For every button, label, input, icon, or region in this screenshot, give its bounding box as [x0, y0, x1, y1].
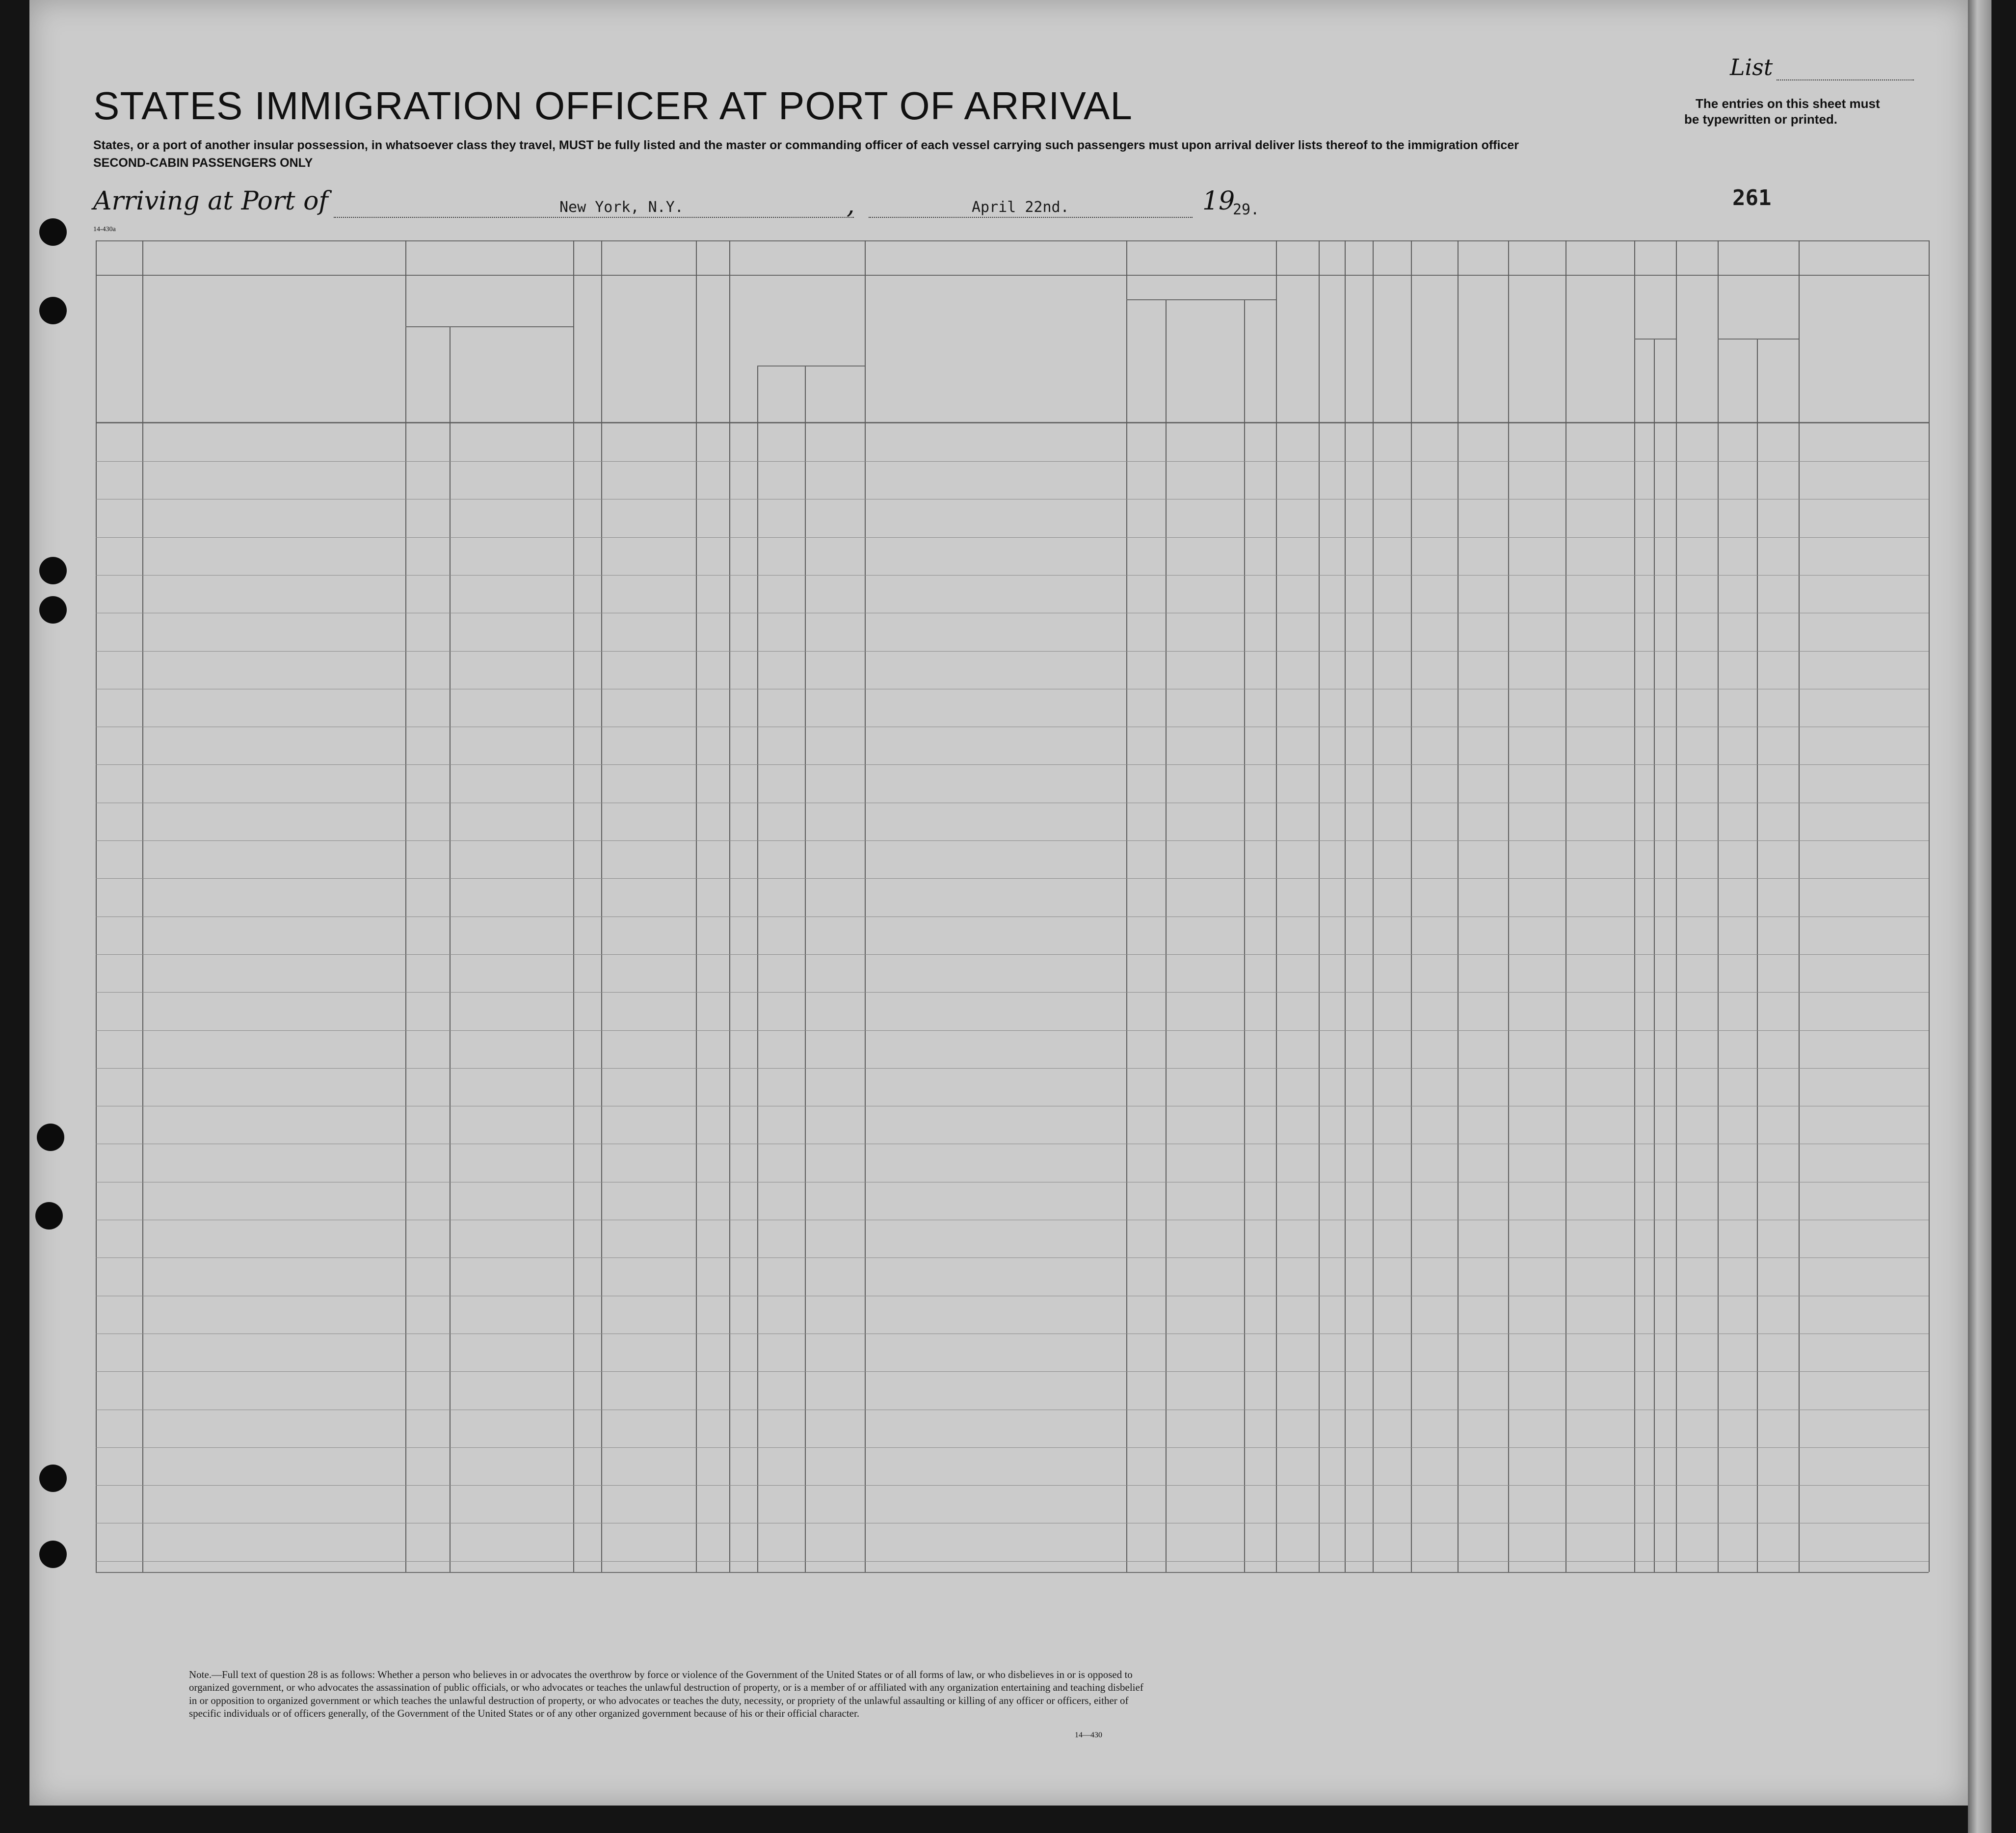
- column-divider: [1411, 240, 1412, 1572]
- page-edge: [1968, 0, 1991, 1833]
- row-rule: [96, 916, 1929, 917]
- column-divider: [1319, 240, 1320, 1572]
- header-possession: [699, 282, 726, 415]
- sub-column-divider: [450, 326, 451, 1572]
- header-deported: [1459, 282, 1507, 415]
- group-header-line: [405, 326, 573, 327]
- arriving-label: Arriving at Port of: [93, 186, 328, 216]
- column-divider: [1508, 240, 1509, 1572]
- header-prison: [1278, 282, 1317, 415]
- column-divider: [1799, 240, 1800, 1572]
- page-title: STATES IMMIGRATION OFFICER AT PORT OF ARRIVAL: [93, 84, 1133, 128]
- row-rule: [96, 1371, 1929, 1372]
- form-code: 14-430a: [93, 226, 116, 233]
- header-overthrow: [1374, 282, 1409, 415]
- row-rule: [96, 537, 1929, 538]
- table-bottom-border: [96, 1572, 1929, 1573]
- group-header-line: [1634, 339, 1676, 340]
- binder-hole: [39, 218, 67, 246]
- column-divider: [405, 240, 406, 1572]
- year-prefix: 19: [1202, 186, 1235, 216]
- column-divider: [573, 240, 574, 1572]
- row-rule: [96, 992, 1929, 993]
- sub-column-divider: [1757, 339, 1758, 1572]
- entries-note: be typewritten or printed.: [1684, 112, 1838, 127]
- row-rule: [96, 1068, 1929, 1069]
- header-ticket: [575, 282, 599, 415]
- row-rule: [96, 878, 1929, 879]
- column-divider: [865, 240, 866, 1572]
- column-divider: [96, 240, 97, 1572]
- binder-hole: [35, 1202, 63, 1230]
- column-divider: [1718, 240, 1719, 1572]
- row-rule: [96, 1561, 1929, 1562]
- header-purpose-length: [1168, 304, 1242, 415]
- column-divider: [1634, 240, 1635, 1572]
- column-number-row-border: [96, 275, 1929, 276]
- row-rule: [96, 1485, 1929, 1486]
- column-divider: [1373, 240, 1374, 1572]
- table-top-border: [96, 240, 1929, 241]
- header-feet: [1636, 373, 1652, 412]
- header-contract: [1412, 282, 1457, 415]
- form-code-bottom: 14—430: [1075, 1731, 1102, 1739]
- port-line: [334, 217, 854, 218]
- binder-hole: [39, 1465, 67, 1492]
- cabin-class: SECOND-CABIN PASSENGERS ONLY: [93, 156, 313, 170]
- entries-note: The entries on this sheet must: [1696, 96, 1880, 111]
- column-divider: [1276, 240, 1277, 1572]
- column-divider: [1676, 240, 1677, 1572]
- sub-column-divider: [1654, 339, 1655, 1572]
- row-rule: [96, 764, 1929, 765]
- sub-column-divider: [805, 366, 806, 1572]
- date-line: [869, 217, 1193, 218]
- sub-column-divider: [1166, 299, 1167, 1572]
- column-divider: [142, 240, 143, 1572]
- comma: ,: [847, 190, 855, 220]
- column-divider: [1458, 240, 1459, 1572]
- column-divider: [1126, 240, 1127, 1572]
- header-purpose-return: [1130, 304, 1163, 415]
- column-divider: [1565, 240, 1566, 1572]
- row-rule: [96, 651, 1929, 652]
- column-divider: [601, 240, 602, 1572]
- row-rule: [96, 1257, 1929, 1258]
- list-label: List: [1730, 54, 1773, 80]
- binder-hole: [37, 1124, 64, 1151]
- header-polygamist: [1320, 282, 1343, 415]
- row-rule: [96, 1447, 1929, 1448]
- date-value: April 22nd.: [972, 199, 1069, 216]
- header-purpose-citizen: [1247, 304, 1274, 415]
- row-rule: [96, 461, 1929, 462]
- sub-column-divider: [1244, 299, 1245, 1572]
- row-rule: [96, 575, 1929, 576]
- sub-column-divider: [757, 366, 758, 1572]
- binder-hole: [39, 297, 67, 324]
- list-number-line: [1777, 79, 1914, 81]
- port-value: New York, N.Y.: [559, 199, 684, 216]
- manifest-sheet: [29, 0, 1968, 1806]
- header-inches: [1655, 373, 1675, 412]
- year-suffix: 29.: [1233, 201, 1260, 218]
- group-header-line: [1126, 299, 1276, 300]
- row-rule: [96, 1030, 1929, 1031]
- footnote: Note.—Full text of question 28 is as follows: Whether a person who believes in or advocates the overthrow by force or violence of the Government of the United States or of all forms of law, or who disbelieves in or is opposed to organized government, or who advocates the assassination of public officials, or who advocates or teaches the unlawful destruction of property, or is a member of or affiliated with any organization entertaining and teaching disbelief in or opposition to organized government or which teaches the unlawful destruction of property, or who advocates or teaches the duty, necessity, or propriety of the unlawful assaulting or killing of any officer or officers, either of specific individuals or of officers generally, of the Government of the United States or of any other organized government because of his or their official character.: [189, 1669, 1143, 1719]
- group-header-line: [757, 366, 865, 367]
- column-divider: [696, 240, 697, 1572]
- binder-hole: [39, 596, 67, 624]
- binder-hole: [39, 557, 67, 584]
- page-number: 261: [1732, 185, 1772, 210]
- group-header-line: [1718, 339, 1799, 340]
- column-divider: [1929, 240, 1930, 1572]
- header-anarchist: [1347, 282, 1371, 415]
- binder-hole: [39, 1541, 67, 1568]
- row-rule: [96, 954, 1929, 955]
- row-rule: [96, 840, 1929, 841]
- column-divider: [729, 240, 730, 1572]
- page-subtitle: States, or a port of another insular possession, in whatsoever class they travel, MUST be fully listed and the master or commanding officer of each vessel carrying such passengers must upon arrival deliver lists thereof to the immigration officer: [93, 138, 1519, 152]
- column-divider: [1345, 240, 1346, 1572]
